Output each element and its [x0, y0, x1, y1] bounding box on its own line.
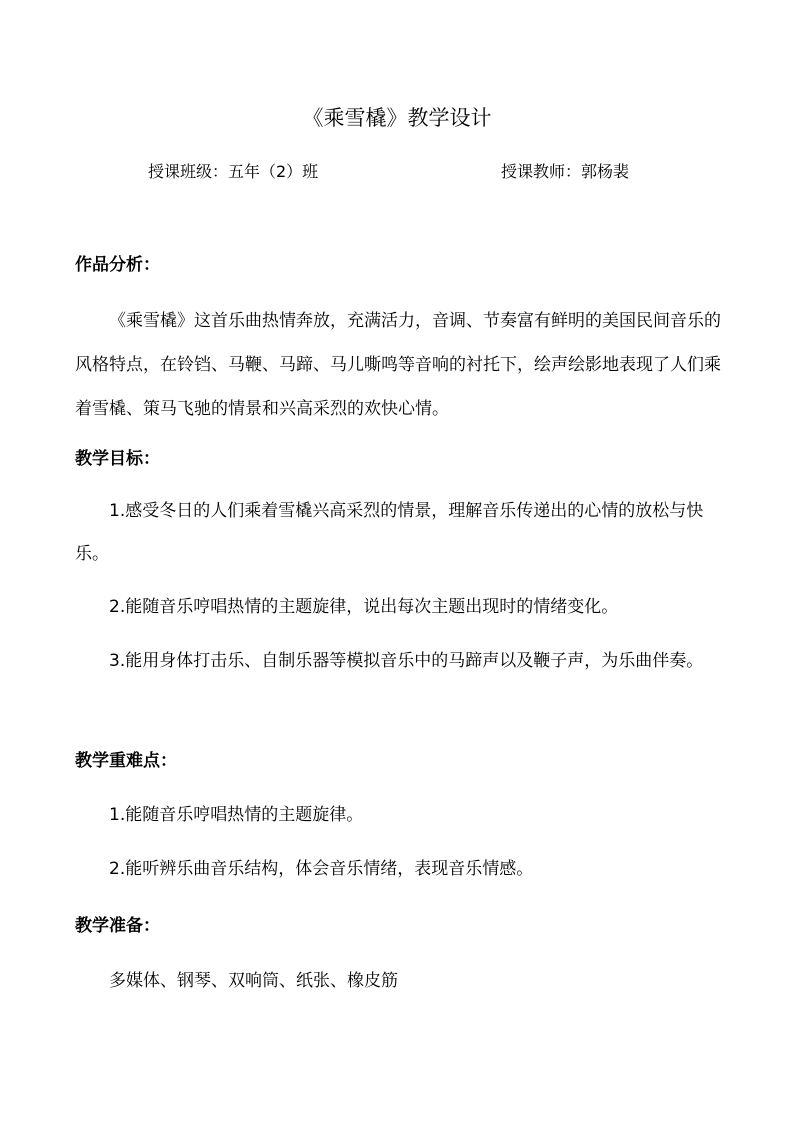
teacher-info: 授课教师：郭杨裴 [501, 162, 630, 181]
goal-item-1: 1.感受冬日的人们乘着雪橇兴高采烈的情景，理解音乐传递出的心情的放松与快乐。 [75, 501, 704, 564]
key-points-heading: 教学重难点： [75, 751, 177, 771]
analysis-paragraph: 《乘雪橇》这首乐曲热情奔放，充满活力，音调、节奏富有鲜明的美国民间音乐的风格特点，在铃铛、马鞭、马蹄、马儿嘶鸣等音响的衬托下，绘声绘影地表现了人们乘着雪橇、策马飞驰的情景和兴高采烈的欢快心情。 [75, 311, 721, 419]
analysis-heading: 作品分析： [75, 255, 160, 275]
key-point-item-1: 1.能随音乐哼唱热情的主题旋律。 [109, 805, 364, 825]
class-info: 授课班级：五年（2）班 [148, 162, 319, 181]
preparation-text: 多媒体、钢琴、双响筒、纸张、橡皮筋 [109, 971, 398, 991]
document-title: 《乘雪橇》教学设计 [302, 106, 492, 130]
goals-heading: 教学目标： [75, 449, 160, 469]
key-point-item-2: 2.能听辨乐曲音乐结构，体会音乐情绪，表现音乐情感。 [109, 859, 534, 879]
goal-item-2: 2.能随音乐哼唱热情的主题旋律，说出每次主题出现时的情绪变化。 [109, 597, 619, 617]
goal-item-3: 3.能用身体打击乐、自制乐器等模拟音乐中的马蹄声以及鞭子声，为乐曲伴奏。 [109, 651, 704, 671]
preparation-heading: 教学准备： [75, 916, 160, 936]
